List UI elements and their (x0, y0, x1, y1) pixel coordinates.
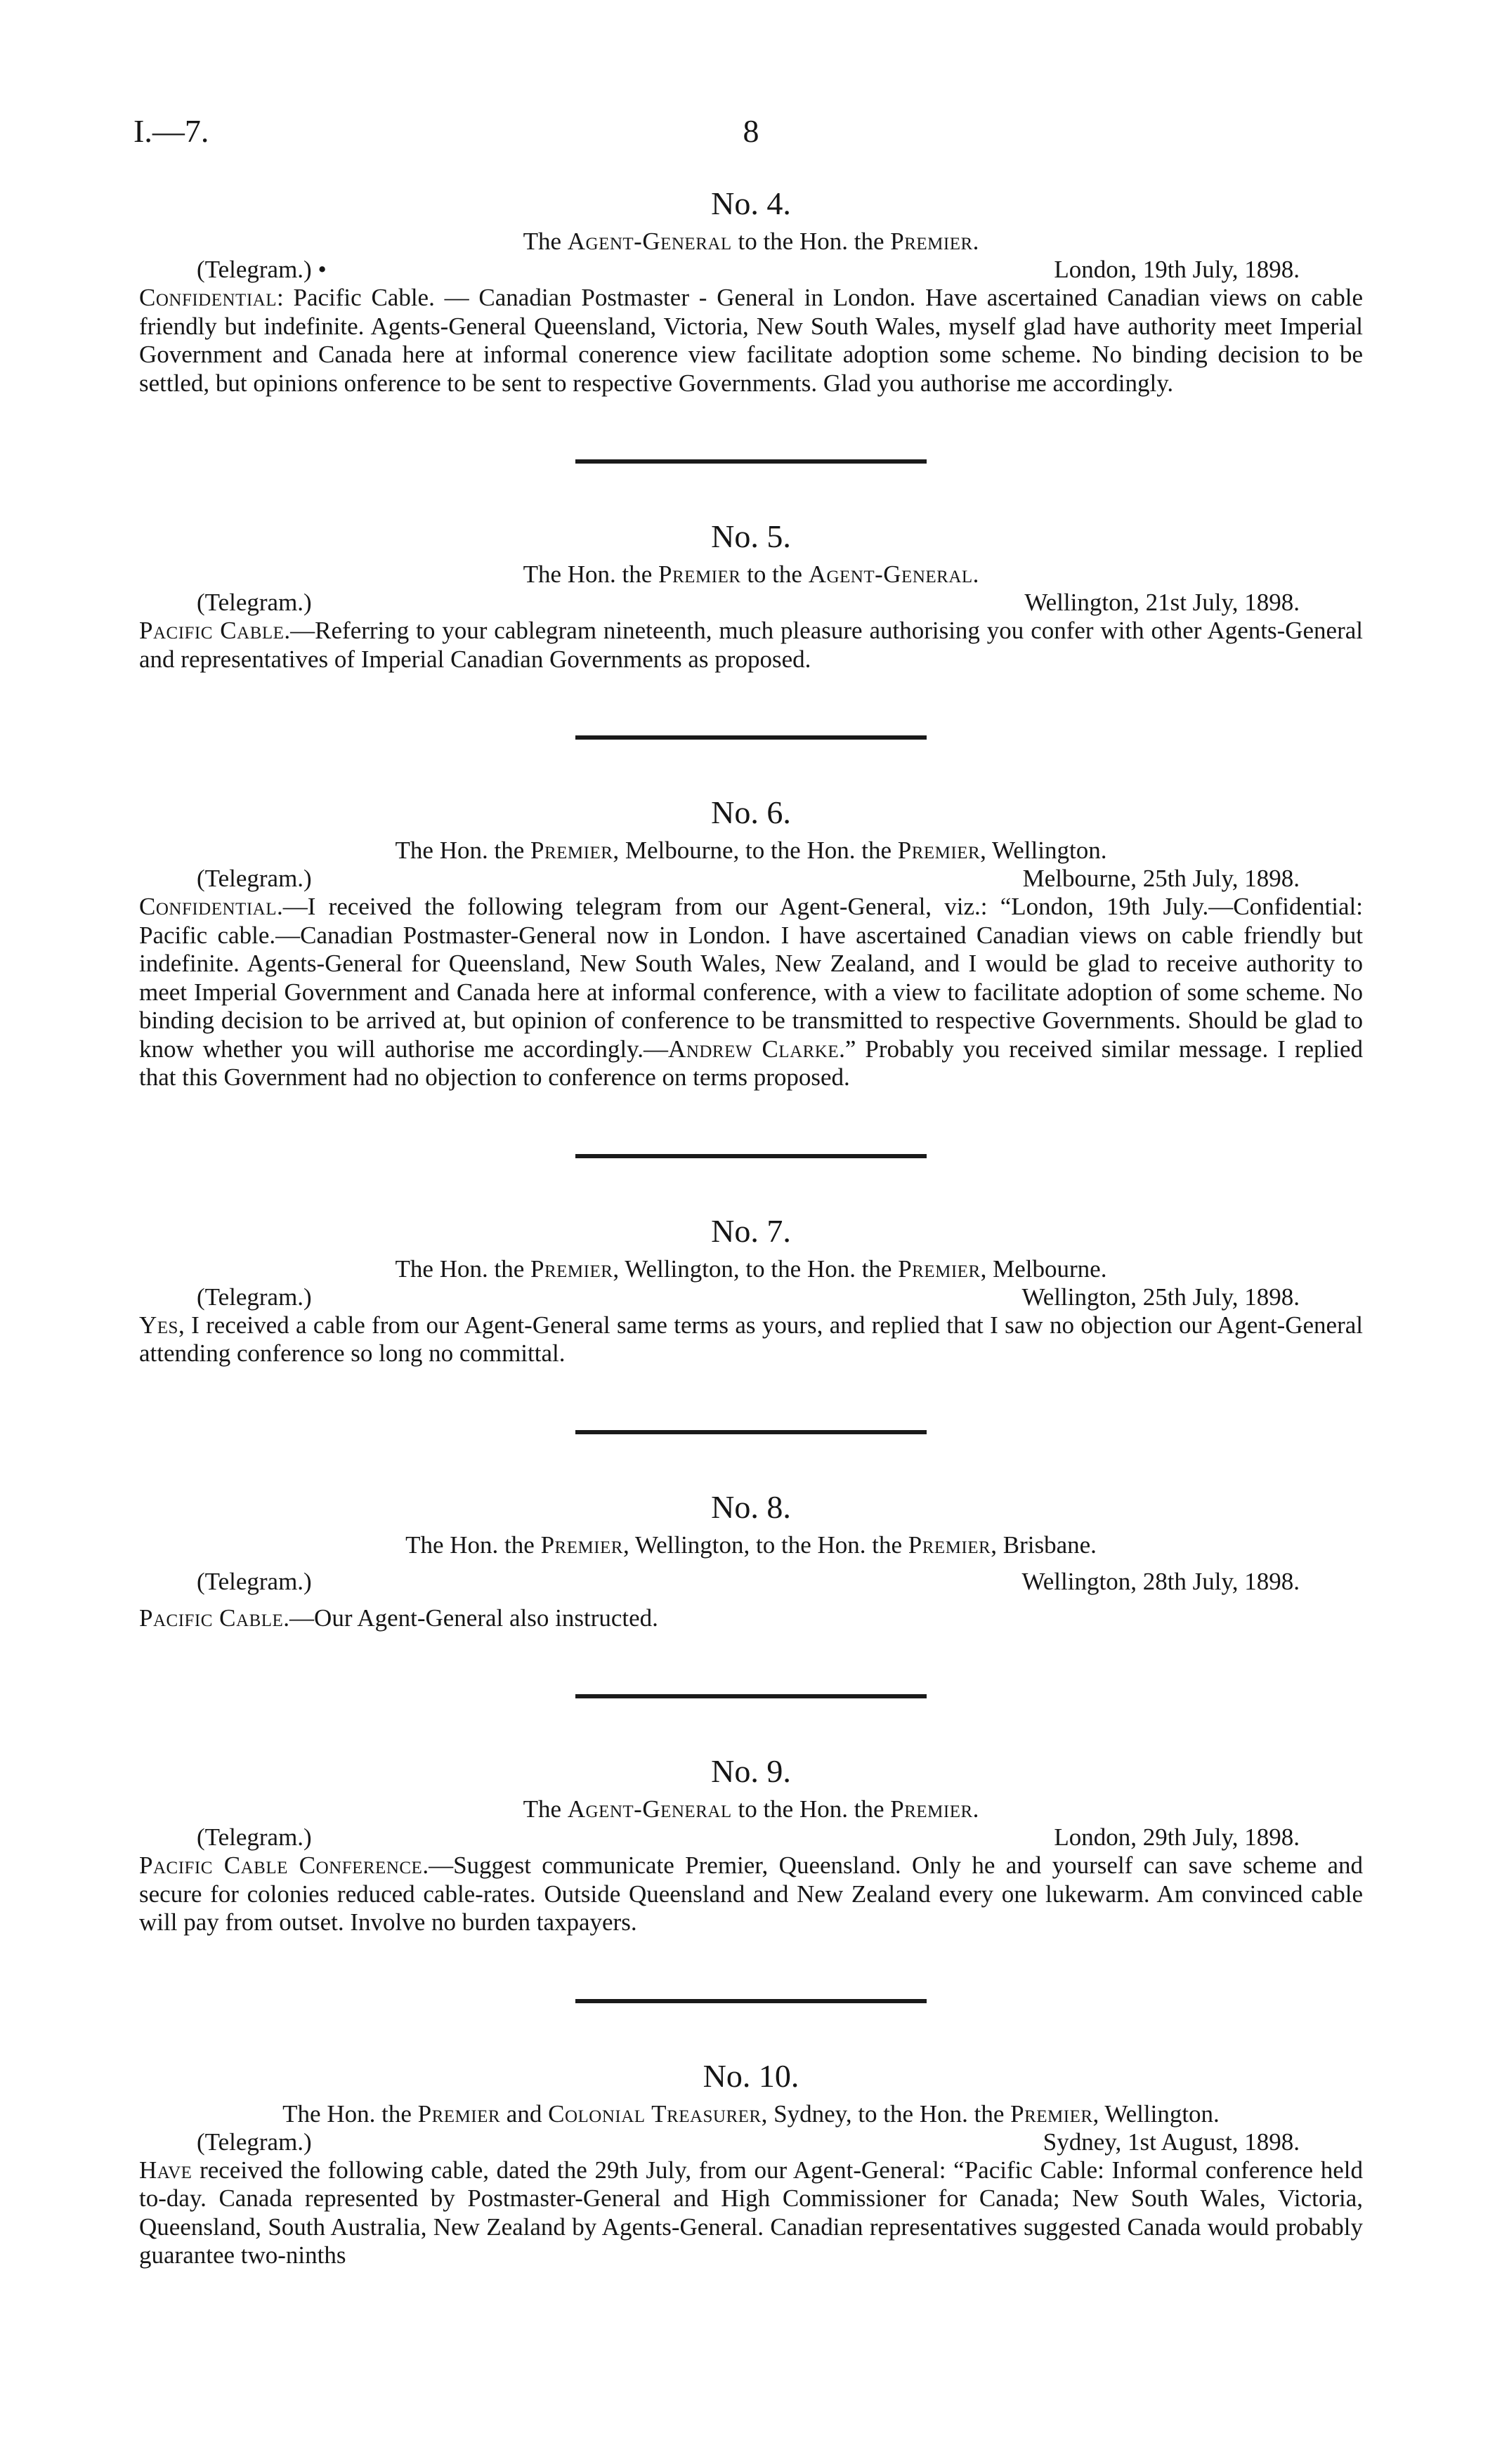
lead-words: Pacific Cable (139, 1604, 284, 1632)
message-body-continued: .” Probably you received similar message. I replied that this Government had no objection to conference on terms proposed. (139, 1035, 1363, 1091)
heading-text: . (972, 228, 979, 255)
heading-title-word: Premier (908, 1531, 991, 1559)
place-date: Wellington, 28th July, 1898. (1021, 1567, 1300, 1595)
lead-words: Confidential (139, 284, 277, 311)
message-heading (139, 1531, 1363, 1559)
telegram-line (139, 1283, 1363, 1311)
page-number: 8 (743, 113, 759, 149)
telegram-label: (Telegram.) (197, 1567, 312, 1595)
heading-text: , Wellington. (1092, 2099, 1220, 2128)
lead-words: Yes (139, 1311, 178, 1339)
message-number: No. 8. (711, 1488, 791, 1525)
section-divider (575, 1430, 927, 1434)
message-heading (139, 1255, 1363, 1283)
message-body: received the following cable, dated the 29th July, from our Agent-General: “Pacific Cable: Informal conference held to-day. Canada represented by Postmaster-General and High Commissioner for Canada; New South Wales, Victoria, Queensland, South Australia, New Zealand by Agents-General. Canadian representatives suggested Canada would probably guarantee two-ninths (139, 2156, 1363, 2269)
section-divider (575, 1154, 927, 1158)
section-divider (575, 1694, 927, 1698)
section-divider (575, 459, 927, 464)
message-text (139, 1604, 1363, 1633)
message-body: .—Our Agent-General also instructed. (283, 1604, 658, 1632)
heading-text: The (523, 1795, 568, 1823)
place-date: Melbourne, 25th July, 1898. (1022, 865, 1300, 892)
heading-title-word: Premier (417, 2099, 501, 2128)
message-text (139, 1852, 1363, 1937)
message-no-8 (139, 1488, 1363, 1633)
message-body: .—Suggest communicate Premier, Queensland. Only he and yourself can save scheme and secure for colonies reduced cable-rates. Outside Queensland and New Zealand every one lukewarm. Am convinced cable will pay from outset. Involve no burden taxpayers. (139, 1852, 1363, 1936)
message-heading (139, 837, 1363, 865)
heading-text: The Hon. the (405, 1531, 541, 1559)
place-date: London, 19th July, 1898. (1054, 256, 1300, 283)
heading-title-word: Premier (530, 1254, 613, 1283)
lead-words: Have (139, 2156, 192, 2184)
message-body: : Pacific Cable. — Canadian Postmaster - General in London. Have ascertained Canadian views on cable friendly but indefinite. Agents-General Queensland, Victoria, New South Wales, myself glad have authority meet Imperial Government and Canada here at informal conerence view facilitate adoption some scheme. No binding decision to be settled, but opinions onference to be sent to respective Governments. Glad you authorise me accordingly. (139, 284, 1363, 397)
lead-words: Pacific Cable Conference (139, 1852, 423, 1879)
message-heading (139, 228, 1363, 256)
heading-text: The Hon. the (395, 837, 530, 864)
message-number: No. 5. (711, 518, 791, 554)
telegram-label: (Telegram.) • (197, 256, 327, 283)
message-heading (139, 561, 1363, 589)
heading-title-word: Premier (530, 837, 613, 864)
heading-text: , Sydney, to the Hon. the (761, 2099, 1011, 2128)
message-text (139, 284, 1363, 398)
heading-text: to the Hon. the (731, 228, 891, 255)
message-heading (139, 2100, 1363, 2128)
message-text (139, 617, 1363, 674)
message-no-5 (139, 517, 1363, 674)
telegram-line (139, 2128, 1363, 2156)
lead-words: Confidential (139, 893, 277, 920)
place-date: London, 29th July, 1898. (1054, 1823, 1300, 1851)
telegram-label: (Telegram.) (197, 589, 312, 616)
message-number: No. 10. (703, 2057, 799, 2094)
section-divider (575, 735, 927, 740)
heading-text: . (972, 561, 979, 588)
heading-text: , Wellington, to the Hon. the (622, 1531, 908, 1559)
message-no-6 (139, 793, 1363, 1092)
message-no-10 (139, 2057, 1363, 2270)
message-no-7 (139, 1212, 1363, 1368)
telegram-line (139, 1823, 1363, 1852)
heading-title-word: Premier (658, 561, 741, 588)
message-heading (139, 1795, 1363, 1823)
heading-text: , Wellington, to the Hon. the (613, 1254, 899, 1283)
place-date: Wellington, 25th July, 1898. (1021, 1283, 1300, 1311)
heading-text: , Melbourne. (980, 1254, 1107, 1283)
heading-title-word: Premier (540, 1531, 623, 1559)
telegram-line (139, 1568, 1363, 1596)
heading-title-word: Premier (1010, 2099, 1093, 2128)
section-divider (575, 1999, 927, 2003)
heading-title-word: Premier (890, 228, 973, 255)
message-text (139, 1311, 1363, 1368)
document-body (139, 184, 1363, 2270)
heading-text: The Hon. the (282, 2099, 418, 2128)
heading-text: . (972, 1795, 979, 1823)
heading-title-word: Colonial Treasurer (548, 2099, 762, 2128)
heading-text: to the Hon. the (731, 1795, 891, 1823)
message-number: No. 9. (711, 1753, 791, 1789)
telegram-label: (Telegram.) (197, 1283, 312, 1311)
heading-title-word: Agent-General (567, 228, 732, 255)
message-number: No. 4. (711, 185, 791, 221)
telegram-line (139, 256, 1363, 284)
message-text (139, 893, 1363, 1092)
telegram-line (139, 589, 1363, 617)
heading-text: to the (740, 561, 809, 588)
heading-title-word: Agent-General (808, 561, 973, 588)
heading-text: and (500, 2099, 549, 2128)
message-body: .—I received the following telegram from our Agent-General, viz.: “London, 19th July.—Confidential: Pacific cable.—Canadian Postmaster-General now in London. I have ascertained Canadian views on cable friendly but indefinite. Agents-General for Queensland, New South Wales, New Zealand, and I would be glad to receive authority to meet Imperial Government and Canada here at informal conference, with a view to facilitate adoption of some scheme. No binding decision to be arrived at, but opinion of conference to be transmitted to respective Governments. Should be glad to know whether you will authorise me accordingly.— (139, 893, 1363, 1063)
message-text (139, 2156, 1363, 2270)
running-head: I.—7. (133, 113, 209, 149)
message-body: , I received a cable from our Agent-General same terms as yours, and replied that I saw no objection our Agent-General attending conference so long no committal. (139, 1311, 1363, 1367)
heading-title-word: Agent-General (567, 1795, 732, 1823)
heading-text: , Brisbane. (991, 1531, 1097, 1559)
telegram-label: (Telegram.) (197, 865, 312, 892)
place-date: Sydney, 1st August, 1898. (1043, 2128, 1300, 2156)
heading-text: The Hon. the (523, 561, 659, 588)
signature-name: Andrew Clarke (668, 1035, 840, 1063)
heading-text: , Melbourne, to the Hon. the (613, 837, 898, 864)
telegram-label: (Telegram.) (197, 1823, 312, 1851)
heading-title-word: Premier (898, 1254, 981, 1283)
lead-words: Pacific Cable (139, 617, 285, 644)
message-number: No. 6. (711, 794, 791, 830)
message-body: .—Referring to your cablegram nineteenth, much pleasure authorising you confer with other Agents-General and representatives of Imperial Canadian Governments as proposed. (139, 617, 1363, 673)
message-no-9 (139, 1752, 1363, 1937)
heading-title-word: Premier (897, 837, 981, 864)
telegram-label: (Telegram.) (197, 2128, 312, 2156)
telegram-line (139, 865, 1363, 893)
message-number: No. 7. (711, 1212, 791, 1249)
place-date: Wellington, 21st July, 1898. (1024, 589, 1300, 616)
heading-title-word: Premier (890, 1795, 973, 1823)
heading-text: , Wellington. (980, 837, 1107, 864)
heading-text: The Hon. the (395, 1254, 530, 1283)
heading-text: The (523, 228, 568, 255)
message-no-4 (139, 184, 1363, 398)
